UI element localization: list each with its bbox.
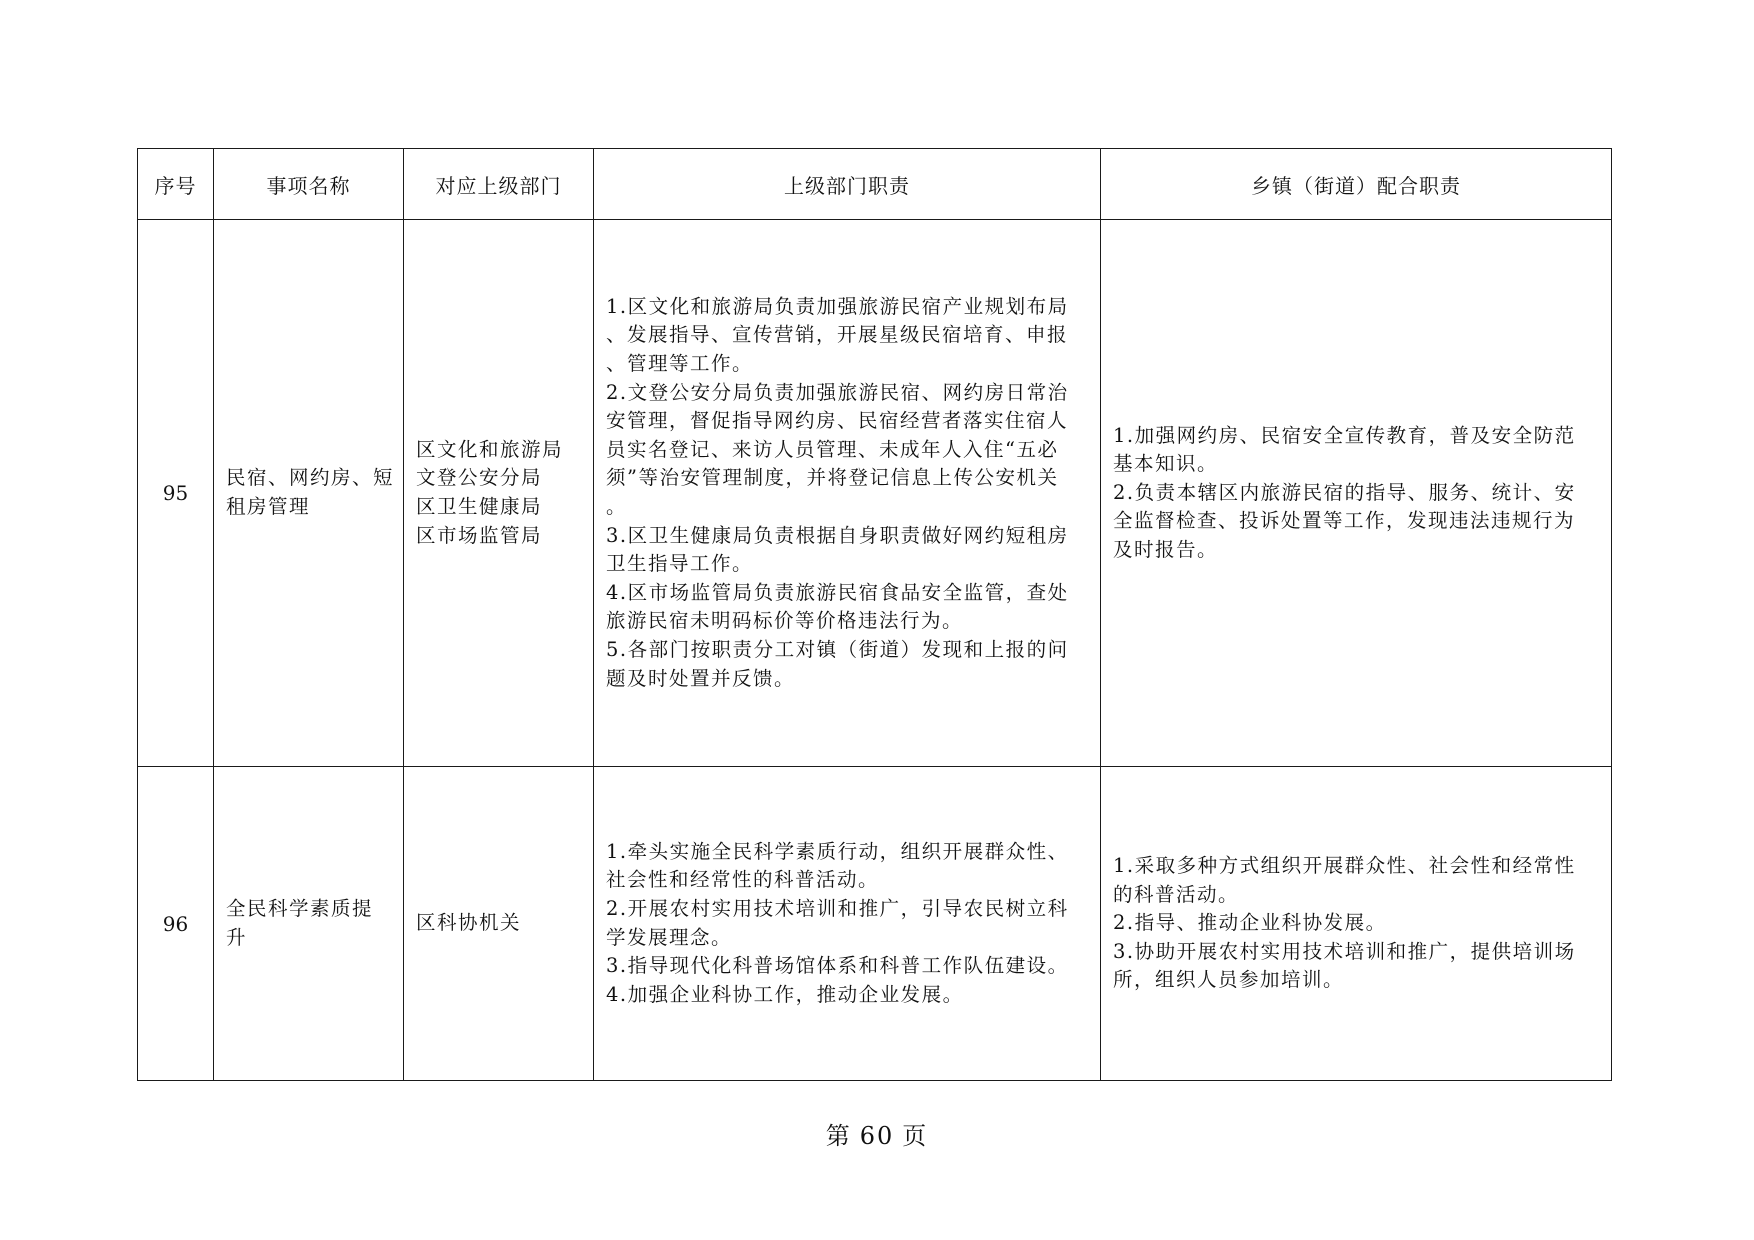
town-duty-line: 1.加强网约房、民宿安全宣传教育，普及安全防范: [1113, 423, 1576, 447]
upper-duty-line: 社会性和经常性的科普活动。: [606, 868, 880, 892]
table-header-row: [138, 149, 1612, 220]
department-line: 区卫生健康局: [416, 495, 543, 518]
upper-duty-line: 2.文登公安分局负责加强旅游民宿、网约房日常治: [606, 380, 1069, 404]
table-row: [138, 220, 1612, 767]
row-item-name: [214, 220, 404, 767]
page-number: 60: [859, 1122, 895, 1150]
row-upper-duties: [594, 220, 1101, 767]
row-serial-number: 96: [138, 767, 214, 1081]
page-footer-prefix: 第: [825, 1122, 852, 1150]
header-superior-department: 对应上级部门: [404, 149, 594, 220]
town-duty-line: 及时报告。: [1113, 537, 1219, 561]
upper-duty-line: 卫生指导工作。: [606, 552, 754, 576]
upper-duty-line: 旅游民宿未明码标价等价格违法行为。: [606, 609, 964, 633]
page-footer-suffix: 页: [902, 1122, 929, 1150]
town-duty-line: 基本知识。: [1113, 452, 1219, 476]
department-line: 区市场监管局: [416, 523, 543, 547]
upper-duty-line: 。: [606, 495, 628, 518]
upper-duty-line: 1.牵头实施全民科学素质行动，组织开展群众性、: [606, 839, 1069, 863]
upper-duty-line: 5.各部门按职责分工对镇（街道）发现和上报的问: [606, 637, 1069, 661]
item-name-line: 全民科学素质提: [226, 896, 374, 920]
upper-duty-line: 员实名登记、来访人员管理、未成年人入住“五必: [606, 437, 1059, 461]
header-serial-number: 序号: [138, 149, 214, 220]
upper-duty-line: 3.指导现代化科普场馆体系和科普工作队伍建设。: [606, 954, 1069, 978]
upper-duty-line: 、管理等工作。: [606, 352, 754, 376]
page-footer: [0, 1116, 1754, 1151]
row-departments: [404, 220, 594, 767]
row-departments: [404, 767, 594, 1081]
town-duty-line: 2.指导、推动企业科协发展。: [1113, 911, 1387, 935]
row-town-duties: [1101, 220, 1612, 767]
town-duty-line: 所，组织人员参加培训。: [1113, 968, 1345, 992]
town-duty-line: 的科普活动。: [1113, 882, 1240, 906]
upper-duty-line: 4.加强企业科协工作，推动企业发展。: [606, 982, 964, 1006]
table-row: [138, 767, 1612, 1081]
row-town-duties: [1101, 767, 1612, 1081]
header-town-duties: 乡镇（街道）配合职责: [1101, 149, 1612, 220]
upper-duty-line: 学发展理念。: [606, 925, 733, 949]
row-item-name: [214, 767, 404, 1081]
item-name-line: 民宿、网约房、短: [226, 466, 395, 490]
item-name-line: 升: [226, 925, 248, 949]
upper-duty-line: 1.区文化和旅游局负责加强旅游民宿产业规划布局: [606, 294, 1069, 318]
upper-duty-line: 2.开展农村实用技术培训和推广，引导农民树立科: [606, 896, 1069, 920]
town-duty-line: 2.负责本辖区内旅游民宿的指导、服务、统计、安: [1113, 480, 1576, 504]
town-duty-line: 全监督检查、投诉处置等工作，发现违法违规行为: [1113, 509, 1576, 533]
upper-duty-line: 题及时处置并反馈。: [606, 666, 796, 690]
duty-table: [137, 148, 1612, 1081]
department-line: 区科协机关: [416, 911, 522, 935]
department-line: 文登公安分局: [416, 466, 543, 490]
row-upper-duties: [594, 767, 1101, 1081]
upper-duty-line: 、发展指导、宣传营销，开展星级民宿培育、申报: [606, 323, 1069, 347]
header-superior-duties: 上级部门职责: [594, 149, 1101, 220]
row-serial-number: 95: [138, 220, 214, 767]
department-line: 区文化和旅游局: [416, 437, 564, 461]
header-item-name: 事项名称: [214, 149, 404, 220]
upper-duty-line: 3.区卫生健康局负责根据自身职责做好网约短租房: [606, 523, 1069, 547]
item-name-line: 租房管理: [226, 495, 311, 518]
town-duty-line: 3.协助开展农村实用技术培训和推广，提供培训场: [1113, 939, 1576, 963]
upper-duty-line: 须”等治安管理制度，并将登记信息上传公安机关: [606, 466, 1059, 490]
upper-duty-line: 4.区市场监管局负责旅游民宿食品安全监管，查处: [606, 580, 1069, 604]
upper-duty-line: 安管理，督促指导网约房、民宿经营者落实住宿人: [606, 409, 1069, 433]
town-duty-line: 1.采取多种方式组织开展群众性、社会性和经常性: [1113, 854, 1576, 878]
